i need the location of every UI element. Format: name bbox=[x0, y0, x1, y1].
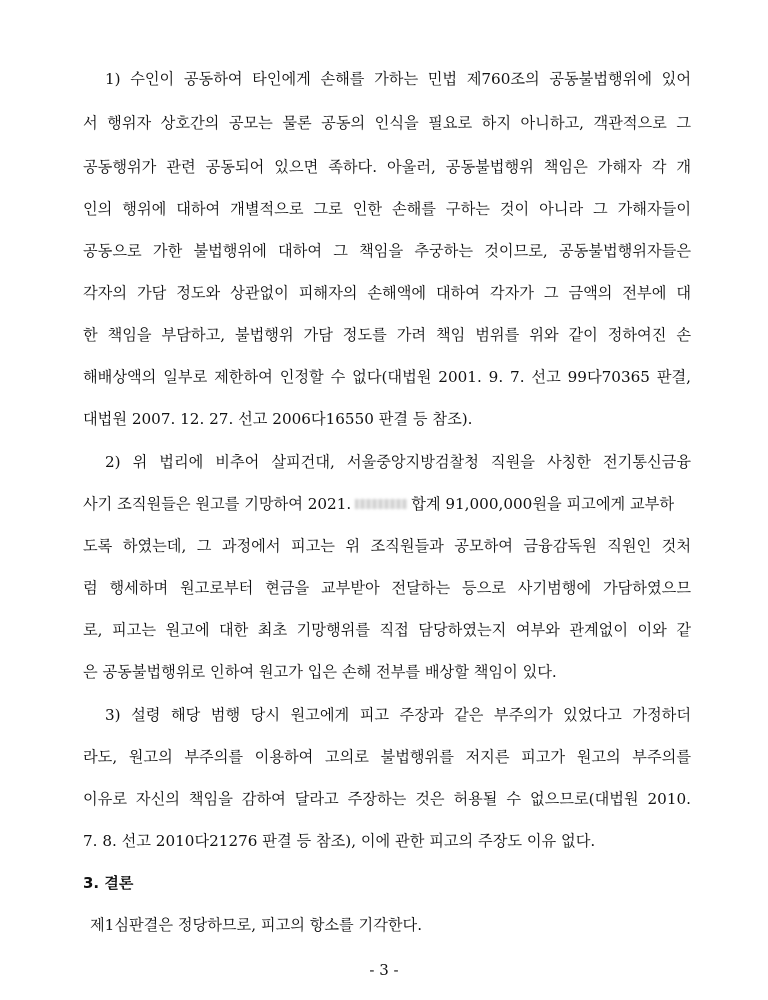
paragraph-1-line-5: 공동으로 가한 불법행위에 대하여 그 책임을 추궁하는 것이므로, 공동불법행위자들은 bbox=[83, 242, 691, 260]
paragraph-2-line-3: 도록 하였는데, 그 과정에서 피고는 위 조직원들과 공모하여 금융감독원 직원인 것처 bbox=[83, 537, 691, 555]
paragraph-3-line-4: 7. 8. 선고 2010다21276 판결 등 참조), 이에 관한 피고의 주장도 이유 없다. bbox=[83, 832, 596, 850]
paragraph-1-line-6: 각자의 가담 정도와 상관없이 피해자의 손해액에 대하여 각자가 그 금액의 전부에 대 bbox=[83, 284, 691, 302]
paragraph-1-line-2: 서 행위자 상호간의 공모는 물론 공동의 인식을 필요로 하지 아니하고, 객관적으로 그 bbox=[83, 114, 691, 132]
paragraph-2-line-2 bbox=[83, 494, 691, 514]
redacted-date-mark bbox=[355, 499, 407, 509]
paragraph-2-line-6: 은 공동불법행위로 인하여 원고가 입은 손해 전부를 배상할 책임이 있다. bbox=[83, 663, 557, 681]
paragraph-1-line-8: 해배상액의 일부로 제한하여 인정할 수 없다(대법원 2001. 9. 7. 선고 99다70365 판결, bbox=[83, 368, 691, 386]
paragraph-3-line-3: 이유로 자신의 책임을 감하여 달라고 주장하는 것은 허용될 수 없으므로(대법원 2010. bbox=[83, 790, 691, 808]
paragraph-2-line-1: 2) 위 법리에 비추어 살피건대, 서울중앙지방검찰청 직원을 사칭한 전기통신금융 bbox=[105, 453, 691, 471]
section-heading-conclusion: 3. 결론 bbox=[83, 874, 134, 892]
paragraph-3-line-2: 라도, 원고의 부주의를 이용하여 고의로 불법행위를 저지른 피고가 원고의 부주의를 bbox=[83, 748, 691, 766]
page-number: - 3 - bbox=[369, 961, 399, 979]
paragraph-1-line-9: 대법원 2007. 12. 27. 선고 2006다16550 판결 등 참조). bbox=[83, 410, 473, 428]
conclusion-text: 제1심판결은 정당하므로, 피고의 항소를 기각한다. bbox=[90, 916, 423, 934]
paragraph-1-line-7: 한 책임을 부담하고, 불법행위 가담 정도를 가려 책임 범위를 위와 같이 정하여진 손 bbox=[83, 326, 691, 344]
paragraph-2-line-2-start: 사기 조직원들은 원고를 기망하여 2021. bbox=[83, 495, 352, 513]
paragraph-1-line-4: 인의 행위에 대하여 개별적으로 그로 인한 손해를 구하는 것이 아니라 그 가해자들이 bbox=[83, 200, 691, 218]
paragraph-1-line-3: 공동행위가 관련 공동되어 있으면 족하다. 아울러, 공동불법행위 책임은 가해자 각 개 bbox=[83, 158, 691, 176]
paragraph-3-line-1: 3) 설령 해당 범행 당시 원고에게 피고 주장과 같은 부주의가 있었다고 가정하더 bbox=[105, 706, 691, 724]
paragraph-2-line-5: 로, 피고는 원고에 대한 최초 기망행위를 직접 담당하였는지 여부와 관계없이 이와 같 bbox=[83, 621, 691, 639]
paragraph-2-line-2-end: 합계 91,000,000원을 피고에게 교부하 bbox=[411, 495, 675, 513]
paragraph-1-line-1: 1) 수인이 공동하여 타인에게 손해를 가하는 민법 제760조의 공동불법행위에 있어 bbox=[105, 70, 691, 88]
paragraph-2-line-4: 럼 행세하며 원고로부터 현금을 교부받아 전달하는 등으로 사기범행에 가담하였으므 bbox=[83, 579, 691, 597]
